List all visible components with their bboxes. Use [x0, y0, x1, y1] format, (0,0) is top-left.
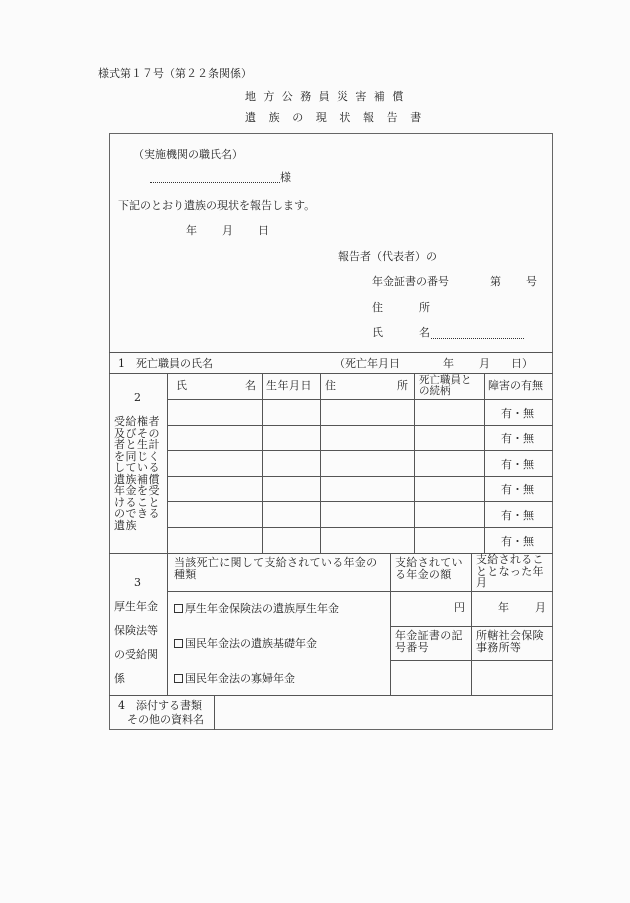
row-birthdate-cell[interactable] [263, 400, 320, 425]
col-address-1: 住 [325, 379, 336, 392]
col-birthdate: 生年月日 [266, 379, 312, 392]
divider [167, 553, 168, 695]
name-input[interactable] [431, 327, 524, 339]
date-day-label: 日 [258, 224, 269, 237]
start-month-label: 月 [535, 601, 546, 614]
form-number: 様式第１７号（第２２条関係） [98, 67, 252, 80]
attachments-input[interactable] [215, 696, 552, 729]
checkbox-icon[interactable] [174, 639, 183, 648]
reporter-label: 報告者（代表者）の [338, 250, 437, 263]
row-name-cell[interactable] [168, 502, 261, 527]
section4-label-line-2: その他の資料名 [127, 713, 204, 726]
row-birthdate-cell[interactable] [263, 502, 320, 527]
row-birthdate-cell[interactable] [263, 426, 320, 450]
address-input[interactable] [434, 300, 544, 314]
row-disability-choice[interactable]: 有・無 [501, 458, 534, 471]
section3-label-line-4: 係 [114, 672, 125, 685]
row-relation-cell[interactable] [415, 502, 484, 527]
pension-amount-input[interactable] [391, 592, 470, 625]
row-disability-choice[interactable]: 有・無 [501, 535, 534, 548]
row-birthdate-cell[interactable] [263, 477, 320, 501]
section2-number: 2 [134, 391, 141, 404]
row-name-cell[interactable] [168, 451, 261, 476]
row-address-cell[interactable] [321, 400, 414, 425]
table-row[interactable] [168, 502, 552, 527]
checkbox-icon[interactable] [174, 604, 183, 613]
col-pension-start: 支給されることとなった年月 [476, 553, 544, 590]
pension-cert-label: 年金証書の番号 [372, 275, 449, 288]
row-disability-choice[interactable]: 有・無 [501, 509, 534, 522]
row-address-cell[interactable] [321, 451, 414, 476]
cert-number-input[interactable] [391, 661, 470, 694]
row-birthdate-cell[interactable] [263, 451, 320, 476]
section3-number: 3 [134, 576, 141, 589]
office-input[interactable] [472, 661, 552, 694]
honorific: 様 [280, 171, 291, 184]
checkbox-icon[interactable] [174, 674, 183, 683]
death-month-label: 月 [479, 357, 490, 370]
pension-start-input[interactable] [472, 592, 552, 625]
row-name-cell[interactable] [168, 400, 261, 425]
table-row[interactable] [168, 477, 552, 501]
row-name-cell[interactable] [168, 426, 261, 450]
col-name-2: 名 [245, 379, 256, 392]
title-line-1: 地方公務員災害補償 [245, 90, 411, 103]
section2-label: 受給権者及びその者と生計を同じくしている遺族補償年金を受けることのできる遺族 [114, 415, 160, 532]
name-label-2: 名 [419, 326, 430, 339]
date-year-label: 年 [186, 224, 197, 237]
section3-label-line-3: の受給関 [114, 648, 158, 661]
row-address-cell[interactable] [321, 477, 414, 501]
row-birthdate-cell[interactable] [263, 528, 320, 553]
row-disability-choice[interactable]: 有・無 [501, 483, 534, 496]
pension-option-3[interactable] [174, 673, 295, 684]
col-address-2: 所 [397, 379, 408, 392]
row-name-cell[interactable] [168, 528, 261, 553]
yen-unit: 円 [454, 601, 465, 614]
pension-cert-input[interactable] [500, 274, 524, 288]
table-row[interactable] [168, 426, 552, 450]
col-office: 所轄社会保険事務所等 [476, 629, 544, 654]
pension-option-2-label: 国民年金法の遺族基礎年金 [185, 637, 317, 650]
row-address-cell[interactable] [321, 528, 414, 553]
row-disability-choice[interactable]: 有・無 [501, 407, 534, 420]
statement-text: 下記のとおり遺族の現状を報告します。 [118, 199, 316, 212]
address-label-2: 所 [419, 301, 430, 314]
address-label-1: 住 [372, 301, 383, 314]
death-date-label: （死亡年月日 [334, 357, 400, 370]
table-row[interactable] [168, 528, 552, 553]
row-relation-cell[interactable] [415, 451, 484, 476]
row-relation-cell[interactable] [415, 477, 484, 501]
col-relation: 死亡職員との続柄 [419, 374, 472, 397]
divider [109, 373, 553, 374]
section4-label-line-1: 4 添付する書類 [118, 699, 202, 712]
deceased-name-input[interactable] [200, 355, 325, 370]
row-disability-choice[interactable]: 有・無 [501, 432, 534, 445]
row-name-cell[interactable] [168, 477, 261, 501]
divider [390, 626, 553, 627]
col-name-1: 氏 [176, 379, 187, 392]
row-relation-cell[interactable] [415, 528, 484, 553]
table-row[interactable] [168, 400, 552, 425]
pension-option-3-label: 国民年金法の寡婦年金 [185, 672, 295, 685]
divider [109, 352, 553, 353]
date-month-label: 月 [222, 224, 233, 237]
addressee-label: （実施機関の職氏名） [133, 148, 243, 161]
row-address-cell[interactable] [321, 426, 414, 450]
pension-cert-prefix: 第 [490, 275, 501, 288]
pension-option-2[interactable] [174, 638, 317, 649]
death-year-label: 年 [443, 357, 454, 370]
row-address-cell[interactable] [321, 502, 414, 527]
pension-option-1-label: 厚生年金保険法の遺族厚生年金 [185, 602, 339, 615]
section1-label: 1 死亡職員の氏名 [118, 357, 213, 370]
pension-option-1[interactable] [174, 603, 339, 614]
col-pension-type: 当該死亡に関して支給されている年金の種類 [174, 556, 378, 581]
name-input-line[interactable] [431, 327, 524, 339]
row-relation-cell[interactable] [415, 400, 484, 425]
pension-cert-suffix: 号 [526, 275, 537, 288]
section3-label-line-2: 保険法等 [114, 624, 158, 637]
start-year-label: 年 [498, 601, 509, 614]
col-cert-number: 年金証書の記号番号 [395, 629, 463, 654]
report-date[interactable] [186, 225, 269, 236]
col-pension-amount: 支給されている年金の額 [395, 556, 463, 581]
death-day-label: 日） [511, 357, 533, 370]
table-row[interactable] [168, 451, 552, 476]
addressee-input-line[interactable] [150, 172, 280, 183]
col-disability: 障害の有無 [488, 379, 543, 392]
title-line-2: 遺族の現状報告書 [245, 111, 434, 124]
name-label-1: 氏 [372, 326, 383, 339]
addressee-field[interactable] [150, 172, 291, 183]
section3-label-line-1: 厚生年金 [114, 600, 158, 613]
row-relation-cell[interactable] [415, 426, 484, 450]
